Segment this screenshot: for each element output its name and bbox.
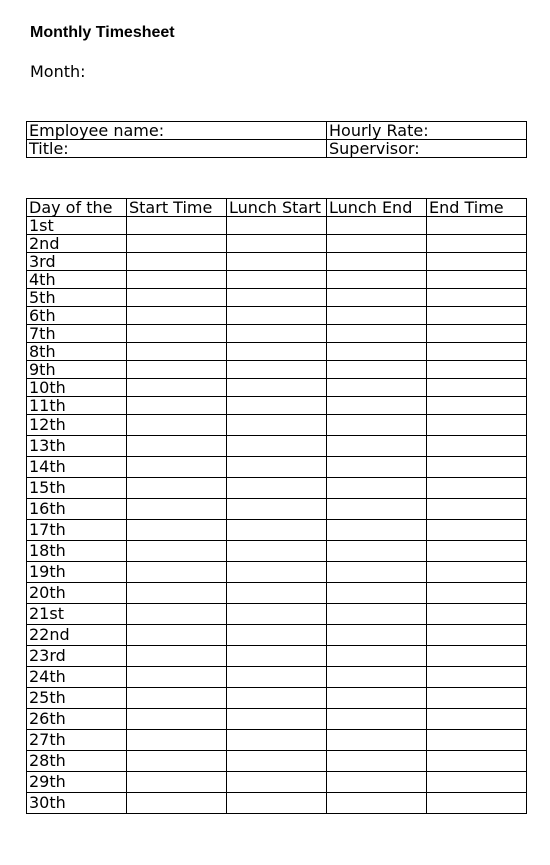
day-cell: 13th bbox=[27, 436, 127, 457]
day-cell: 10th bbox=[27, 379, 127, 397]
info-row bbox=[27, 140, 527, 158]
start-time-cell[interactable] bbox=[127, 667, 227, 688]
day-cell: 20th bbox=[27, 583, 127, 604]
day-cell: 21st bbox=[27, 604, 127, 625]
lunch-end-cell[interactable] bbox=[327, 436, 427, 457]
lunch-end-cell[interactable] bbox=[327, 709, 427, 730]
day-cell: 26th bbox=[27, 709, 127, 730]
start-time-cell[interactable] bbox=[127, 361, 227, 379]
day-cell: 8th bbox=[27, 343, 127, 361]
header-end-time: End Time bbox=[427, 199, 527, 217]
end-time-cell[interactable] bbox=[427, 253, 527, 271]
day-cell: 1st bbox=[27, 217, 127, 235]
table-row bbox=[27, 730, 527, 751]
lunch-end-cell[interactable] bbox=[327, 751, 427, 772]
table-row bbox=[27, 772, 527, 793]
day-cell: 9th bbox=[27, 361, 127, 379]
lunch-end-cell[interactable] bbox=[327, 772, 427, 793]
day-cell: 5th bbox=[27, 289, 127, 307]
day-cell: 23rd bbox=[27, 646, 127, 667]
table-row bbox=[27, 289, 527, 307]
lunch-end-cell[interactable] bbox=[327, 688, 427, 709]
lunch-start-cell[interactable] bbox=[227, 361, 327, 379]
lunch-start-cell[interactable] bbox=[227, 289, 327, 307]
end-time-cell[interactable] bbox=[427, 646, 527, 667]
day-cell: 15th bbox=[27, 478, 127, 499]
start-time-cell[interactable] bbox=[127, 772, 227, 793]
day-cell: 30th bbox=[27, 793, 127, 814]
lunch-start-cell[interactable] bbox=[227, 772, 327, 793]
lunch-start-cell[interactable] bbox=[227, 271, 327, 289]
table-row bbox=[27, 562, 527, 583]
lunch-end-cell[interactable] bbox=[327, 415, 427, 436]
day-cell: 25th bbox=[27, 688, 127, 709]
end-time-cell[interactable] bbox=[427, 562, 527, 583]
end-time-cell[interactable] bbox=[427, 520, 527, 541]
table-row bbox=[27, 457, 527, 478]
day-cell: 28th bbox=[27, 751, 127, 772]
day-cell: 2nd bbox=[27, 235, 127, 253]
lunch-start-cell[interactable] bbox=[227, 499, 327, 520]
start-time-cell[interactable] bbox=[127, 520, 227, 541]
lunch-end-cell[interactable] bbox=[327, 343, 427, 361]
lunch-end-cell[interactable] bbox=[327, 667, 427, 688]
end-time-cell[interactable] bbox=[427, 541, 527, 562]
lunch-end-cell[interactable] bbox=[327, 730, 427, 751]
table-row bbox=[27, 688, 527, 709]
lunch-start-cell[interactable] bbox=[227, 793, 327, 814]
employee-name-field[interactable]: Employee name: bbox=[27, 122, 327, 140]
end-time-cell[interactable] bbox=[427, 436, 527, 457]
lunch-end-cell[interactable] bbox=[327, 289, 427, 307]
lunch-start-cell[interactable] bbox=[227, 307, 327, 325]
lunch-start-cell[interactable] bbox=[227, 478, 327, 499]
end-time-cell[interactable] bbox=[427, 289, 527, 307]
lunch-start-cell[interactable] bbox=[227, 709, 327, 730]
lunch-end-cell[interactable] bbox=[327, 499, 427, 520]
table-row bbox=[27, 235, 527, 253]
start-time-cell[interactable] bbox=[127, 307, 227, 325]
day-cell: 11th bbox=[27, 397, 127, 415]
table-row bbox=[27, 583, 527, 604]
end-time-cell[interactable] bbox=[427, 688, 527, 709]
end-time-cell[interactable] bbox=[427, 772, 527, 793]
table-row bbox=[27, 307, 527, 325]
day-cell: 4th bbox=[27, 271, 127, 289]
header-row bbox=[27, 199, 527, 217]
end-time-cell[interactable] bbox=[427, 478, 527, 499]
table-row bbox=[27, 541, 527, 562]
lunch-end-cell[interactable] bbox=[327, 307, 427, 325]
end-time-cell[interactable] bbox=[427, 307, 527, 325]
day-cell: 19th bbox=[27, 562, 127, 583]
lunch-end-cell[interactable] bbox=[327, 793, 427, 814]
table-row bbox=[27, 478, 527, 499]
table-row bbox=[27, 625, 527, 646]
lunch-end-cell[interactable] bbox=[327, 604, 427, 625]
lunch-start-cell[interactable] bbox=[227, 541, 327, 562]
end-time-cell[interactable] bbox=[427, 793, 527, 814]
lunch-start-cell[interactable] bbox=[227, 604, 327, 625]
day-cell: 6th bbox=[27, 307, 127, 325]
end-time-cell[interactable] bbox=[427, 583, 527, 604]
end-time-cell[interactable] bbox=[427, 457, 527, 478]
end-time-cell[interactable] bbox=[427, 751, 527, 772]
lunch-end-cell[interactable] bbox=[327, 562, 427, 583]
table-row bbox=[27, 436, 527, 457]
table-row bbox=[27, 604, 527, 625]
end-time-cell[interactable] bbox=[427, 343, 527, 361]
lunch-start-cell[interactable] bbox=[227, 520, 327, 541]
lunch-start-cell[interactable] bbox=[227, 436, 327, 457]
lunch-end-cell[interactable] bbox=[327, 478, 427, 499]
start-time-cell[interactable] bbox=[127, 415, 227, 436]
lunch-start-cell[interactable] bbox=[227, 397, 327, 415]
employee-info-table bbox=[26, 121, 527, 158]
info-row bbox=[27, 122, 527, 140]
lunch-end-cell[interactable] bbox=[327, 520, 427, 541]
lunch-end-cell[interactable] bbox=[327, 457, 427, 478]
table-row bbox=[27, 343, 527, 361]
table-row bbox=[27, 271, 527, 289]
lunch-start-cell[interactable] bbox=[227, 688, 327, 709]
start-time-cell[interactable] bbox=[127, 325, 227, 343]
end-time-cell[interactable] bbox=[427, 604, 527, 625]
end-time-cell[interactable] bbox=[427, 271, 527, 289]
day-cell: 18th bbox=[27, 541, 127, 562]
lunch-start-cell[interactable] bbox=[227, 562, 327, 583]
lunch-start-cell[interactable] bbox=[227, 325, 327, 343]
end-time-cell[interactable] bbox=[427, 625, 527, 646]
end-time-cell[interactable] bbox=[427, 379, 527, 397]
start-time-cell[interactable] bbox=[127, 478, 227, 499]
day-cell: 3rd bbox=[27, 253, 127, 271]
start-time-cell[interactable] bbox=[127, 235, 227, 253]
table-row bbox=[27, 709, 527, 730]
lunch-end-cell[interactable] bbox=[327, 379, 427, 397]
start-time-cell[interactable] bbox=[127, 709, 227, 730]
start-time-cell[interactable] bbox=[127, 379, 227, 397]
start-time-cell[interactable] bbox=[127, 343, 227, 361]
start-time-cell[interactable] bbox=[127, 730, 227, 751]
table-row bbox=[27, 751, 527, 772]
lunch-end-cell[interactable] bbox=[327, 646, 427, 667]
day-cell: 29th bbox=[27, 772, 127, 793]
lunch-end-cell[interactable] bbox=[327, 325, 427, 343]
lunch-end-cell[interactable] bbox=[327, 271, 427, 289]
end-time-cell[interactable] bbox=[427, 217, 527, 235]
lunch-start-cell[interactable] bbox=[227, 343, 327, 361]
hourly-rate-field[interactable]: Hourly Rate: bbox=[327, 122, 527, 140]
lunch-end-cell[interactable] bbox=[327, 397, 427, 415]
lunch-start-cell[interactable] bbox=[227, 235, 327, 253]
table-row bbox=[27, 397, 527, 415]
end-time-cell[interactable] bbox=[427, 397, 527, 415]
lunch-end-cell[interactable] bbox=[327, 625, 427, 646]
lunch-start-cell[interactable] bbox=[227, 415, 327, 436]
lunch-start-cell[interactable] bbox=[227, 583, 327, 604]
day-cell: 17th bbox=[27, 520, 127, 541]
table-row bbox=[27, 793, 527, 814]
start-time-cell[interactable] bbox=[127, 688, 227, 709]
end-time-cell[interactable] bbox=[427, 325, 527, 343]
table-row bbox=[27, 379, 527, 397]
lunch-end-cell[interactable] bbox=[327, 361, 427, 379]
header-lunch-start: Lunch Start bbox=[227, 199, 327, 217]
page-title: Monthly Timesheet bbox=[30, 24, 175, 41]
lunch-start-cell[interactable] bbox=[227, 379, 327, 397]
day-cell: 24th bbox=[27, 667, 127, 688]
table-row bbox=[27, 361, 527, 379]
end-time-cell[interactable] bbox=[427, 415, 527, 436]
lunch-start-cell[interactable] bbox=[227, 625, 327, 646]
start-time-cell[interactable] bbox=[127, 751, 227, 772]
day-cell: 7th bbox=[27, 325, 127, 343]
start-time-cell[interactable] bbox=[127, 436, 227, 457]
table-row bbox=[27, 646, 527, 667]
supervisor-field[interactable]: Supervisor: bbox=[327, 140, 527, 158]
lunch-start-cell[interactable] bbox=[227, 457, 327, 478]
lunch-end-cell[interactable] bbox=[327, 541, 427, 562]
start-time-cell[interactable] bbox=[127, 646, 227, 667]
day-cell: 16th bbox=[27, 499, 127, 520]
table-row bbox=[27, 253, 527, 271]
header-day: Day of the bbox=[27, 199, 127, 217]
start-time-cell[interactable] bbox=[127, 793, 227, 814]
title-field[interactable]: Title: bbox=[27, 140, 327, 158]
table-row bbox=[27, 499, 527, 520]
end-time-cell[interactable] bbox=[427, 730, 527, 751]
lunch-end-cell[interactable] bbox=[327, 253, 427, 271]
day-cell: 12th bbox=[27, 415, 127, 436]
start-time-cell[interactable] bbox=[127, 604, 227, 625]
start-time-cell[interactable] bbox=[127, 217, 227, 235]
lunch-start-cell[interactable] bbox=[227, 730, 327, 751]
start-time-cell[interactable] bbox=[127, 499, 227, 520]
end-time-cell[interactable] bbox=[427, 499, 527, 520]
timesheet-body bbox=[27, 217, 527, 814]
start-time-cell[interactable] bbox=[127, 253, 227, 271]
day-cell: 27th bbox=[27, 730, 127, 751]
start-time-cell[interactable] bbox=[127, 397, 227, 415]
start-time-cell[interactable] bbox=[127, 625, 227, 646]
day-cell: 22nd bbox=[27, 625, 127, 646]
header-start-time: Start Time bbox=[127, 199, 227, 217]
start-time-cell[interactable] bbox=[127, 541, 227, 562]
end-time-cell[interactable] bbox=[427, 361, 527, 379]
lunch-start-cell[interactable] bbox=[227, 751, 327, 772]
lunch-start-cell[interactable] bbox=[227, 253, 327, 271]
end-time-cell[interactable] bbox=[427, 709, 527, 730]
table-row bbox=[27, 415, 527, 436]
timesheet-table bbox=[26, 198, 527, 814]
lunch-end-cell[interactable] bbox=[327, 235, 427, 253]
start-time-cell[interactable] bbox=[127, 562, 227, 583]
end-time-cell[interactable] bbox=[427, 235, 527, 253]
start-time-cell[interactable] bbox=[127, 271, 227, 289]
lunch-start-cell[interactable] bbox=[227, 646, 327, 667]
header-lunch-end: Lunch End bbox=[327, 199, 427, 217]
table-row bbox=[27, 667, 527, 688]
lunch-start-cell[interactable] bbox=[227, 217, 327, 235]
table-row bbox=[27, 217, 527, 235]
month-label: Month: bbox=[30, 62, 86, 81]
lunch-end-cell[interactable] bbox=[327, 217, 427, 235]
table-row bbox=[27, 520, 527, 541]
start-time-cell[interactable] bbox=[127, 457, 227, 478]
lunch-end-cell[interactable] bbox=[327, 583, 427, 604]
day-cell: 14th bbox=[27, 457, 127, 478]
start-time-cell[interactable] bbox=[127, 289, 227, 307]
lunch-start-cell[interactable] bbox=[227, 667, 327, 688]
table-row bbox=[27, 325, 527, 343]
end-time-cell[interactable] bbox=[427, 667, 527, 688]
start-time-cell[interactable] bbox=[127, 583, 227, 604]
